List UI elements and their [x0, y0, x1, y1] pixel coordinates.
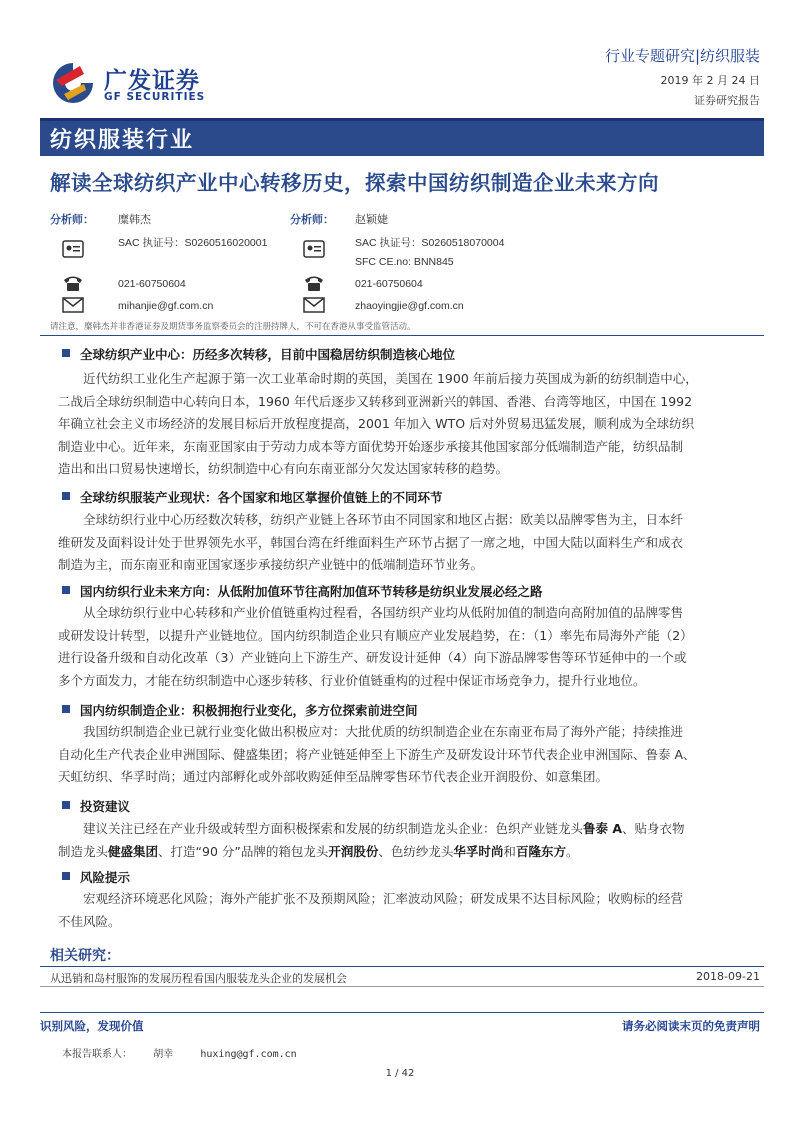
- footer-disclaimer[interactable]: 请务必阅读末页的免责声明: [622, 1019, 760, 1033]
- body-text: 、色纺纱龙头: [378, 843, 454, 859]
- analyst-2-sac: SAC 执证号：S0260518070004: [355, 237, 505, 249]
- section-1-heading: 全球纺织产业中心：历经多次转移，目前中国稳居纺织制造核心地位: [80, 347, 456, 362]
- page-number: 1 / 42: [385, 1068, 415, 1079]
- report-label: 证券研究报告: [694, 94, 760, 107]
- analyst-2-sfc: SFC CE.no: BNN845: [355, 256, 454, 268]
- contact-name: 胡幸: [153, 1049, 174, 1060]
- stock-name: 健盛集团: [108, 843, 159, 859]
- section-bullet: [62, 801, 70, 809]
- analyst-2-label: 分析师：: [290, 213, 334, 226]
- section-3-heading: 国内纺织行业未来方向：从低附加值环节往高附加值环节转移是纺织业发展必经之路: [80, 584, 543, 599]
- id-card-icon: [62, 240, 84, 258]
- body-line: 我国纺织制造企业已就行业变化做出积极应对：大批优质的纺织制造企业在东南亚布局了海外产能；持续推进: [83, 724, 684, 739]
- logo-chinese-text: 广发证券: [104, 68, 200, 94]
- section-bullet: [62, 586, 70, 594]
- body-line: 造出和出口贸易快速增长，纺织制造中心有向东南亚部分欠发达国家转移的趋势。: [58, 461, 509, 476]
- section-5-body: [58, 818, 768, 863]
- body-line: 多个方面发力，才能在纺织制造中心逐步转移、行业价值链重构的过程中保证市场竞争力，提升行业地位。: [58, 672, 646, 688]
- body-text: 和: [503, 843, 516, 859]
- section-bullet: [62, 705, 70, 713]
- section-bullet: [62, 492, 70, 500]
- body-line: 制造业中心。近年来，东南亚国家由于劳动力成本等方面优势开始逐步承接其他国家部分低端制造产能，纺织品制: [58, 438, 684, 454]
- footer-divider: [40, 1012, 764, 1013]
- body-line: 自动化生产代表企业申洲国际、健盛集团；将产业链延伸至上下游生产及研发设计环节代表企业申洲国际、鲁泰 A、: [58, 746, 696, 762]
- body-line: [58, 818, 768, 841]
- divider: [40, 335, 764, 336]
- related-research-title: 相关研究：: [50, 948, 120, 964]
- document-type: 行业专题研究|纺织服装: [604, 47, 760, 65]
- body-line: 进行设备升级和自动化改革（3）产业链向上下游生产、研发设计延伸（4）向下游品牌零售等环节延伸中的一个或: [58, 650, 687, 665]
- email-icon: [62, 296, 84, 314]
- footer-slogan: 识别风险，发现价值: [40, 1019, 144, 1033]
- email-icon: [303, 296, 325, 314]
- body-line: 或研发设计转型，以提升产业链地位。国内纺织制造企业只有顺应产业发展趋势，在：（1）率先布局海外产能（2）: [58, 627, 693, 643]
- industry-title: 纺织服装行业: [50, 128, 195, 153]
- analyst-1-label: 分析师：: [50, 213, 94, 226]
- related-research-link[interactable]: 从迅销和岛村服饰的发展历程看国内服装龙头企业的发展机会: [50, 972, 347, 985]
- regulatory-note: 请注意，糜韩杰并非香港证券及期货事务监察委员会的注册持牌人，不可在香港从事受监管活动。: [50, 322, 416, 332]
- body-text: 、打造“90 分”品牌的箱包龙头: [158, 843, 329, 859]
- analyst-1-email: mihanjie@gf.com.cn: [118, 300, 214, 312]
- related-research-date: 2018-09-21: [696, 970, 760, 983]
- logo-english-text: GF SECURITIES: [104, 91, 206, 103]
- gf-logo-icon: [50, 60, 96, 106]
- section-6-heading: 风险提示: [80, 870, 131, 885]
- body-line: 二战后全球纺织制造中心转向日本，1960 年代后逐步又转移到亚洲新兴的韩国、香港、台湾等地区，中国在 1992: [58, 393, 693, 409]
- body-line: 全球纺织行业中心历经数次转移，纺织产业链上各环节由不同国家和地区占据：欧美以品牌零售为主，日本纤: [83, 512, 684, 527]
- section-2-body: [58, 509, 768, 577]
- stock-name: 开润股份: [328, 843, 379, 859]
- section-bullet: [62, 872, 70, 880]
- body-text: 建议关注已经在产业升级或转型方面积极探索和发展的纺织制造龙头企业：色织产业链龙头: [83, 821, 584, 836]
- body-text: 、贴身衣物: [622, 821, 685, 836]
- industry-banner-accent: [40, 118, 764, 121]
- report-contact: [62, 1045, 297, 1060]
- body-line: 天虹纺织、华孚时尚；通过内部孵化或外部收购延伸至品牌零售环节代表企业开润股份、如意集团。: [58, 769, 609, 784]
- body-text: 。: [565, 843, 579, 859]
- body-line: 不佳风险。: [58, 913, 121, 929]
- body-text: 制造龙头: [58, 843, 109, 859]
- section-5-heading: 投资建议: [80, 799, 131, 814]
- stock-name: 鲁泰 A: [583, 821, 623, 836]
- section-1-body: [58, 368, 768, 481]
- body-line: [58, 841, 768, 864]
- report-date: 2019 年 2 月 24 日: [660, 74, 760, 87]
- id-card-icon: [303, 240, 325, 258]
- stock-name: 百隆东方: [515, 843, 566, 859]
- phone-icon: [303, 274, 325, 292]
- industry-banner-edge: [756, 118, 764, 156]
- body-line: 年确立社会主义市场经济的发展目标后开放程度提高，2001 年加入 WTO 后对外贸易迅猛发展，顺利成为全球纺织: [58, 416, 695, 431]
- section-2-heading: 全球纺织服装产业现状：各个国家和地区掌握价值链上的不同环节: [80, 490, 443, 505]
- analyst-2-name: 赵颖婕: [355, 213, 388, 226]
- analyst-2-email: zhaoyingjie@gf.com.cn: [355, 300, 464, 312]
- body-line: 从全球纺织行业中心转移和产业价值链重构过程看，各国纺织产业均从低附加值的制造向高附加值的品牌零售: [83, 605, 684, 620]
- analyst-1-name: 糜韩杰: [118, 213, 151, 226]
- body-line: 宏观经济环境恶化风险；海外产能扩张不及预期风险；汇率波动风险；研发成果不达目标风险；收购标的经营: [83, 891, 684, 906]
- divider: [40, 986, 764, 987]
- analyst-1-sac: SAC 执证号：S0260516020001: [118, 237, 268, 249]
- section-4-body: [58, 721, 768, 789]
- contact-label: 本报告联系人：: [62, 1049, 132, 1060]
- section-6-body: [58, 888, 768, 933]
- stock-name: 华孚时尚: [453, 843, 504, 859]
- phone-icon: [62, 274, 84, 292]
- contact-email[interactable]: huxing@gf.com.cn: [200, 1049, 297, 1060]
- section-3-body: [58, 602, 768, 692]
- section-bullet: [62, 349, 70, 357]
- body-line: 维研发及面料设计处于世界领先水平，韩国台湾在纤维面料生产环节占据了一席之地，中国大陆以面料生产和成衣: [58, 534, 684, 550]
- report-title: 解读全球纺织产业中心转移历史，探索中国纺织制造企业未来方向: [50, 171, 659, 195]
- analyst-1-phone: 021-60750604: [118, 278, 186, 290]
- divider: [40, 966, 764, 967]
- body-line: 制造为主，而东南亚和南亚国家逐步承接纺织产业链中的低端制造环节业务。: [58, 557, 484, 572]
- body-line: 近代纺织工业化生产起源于第一次工业革命时期的英国，美国在 1900 年前后接力英国成为新的纺织制造中心，: [83, 371, 698, 386]
- analyst-2-phone: 021-60750604: [355, 278, 423, 290]
- section-4-heading: 国内纺织制造企业：积极拥抱行业变化，多方位探索前进空间: [80, 703, 418, 718]
